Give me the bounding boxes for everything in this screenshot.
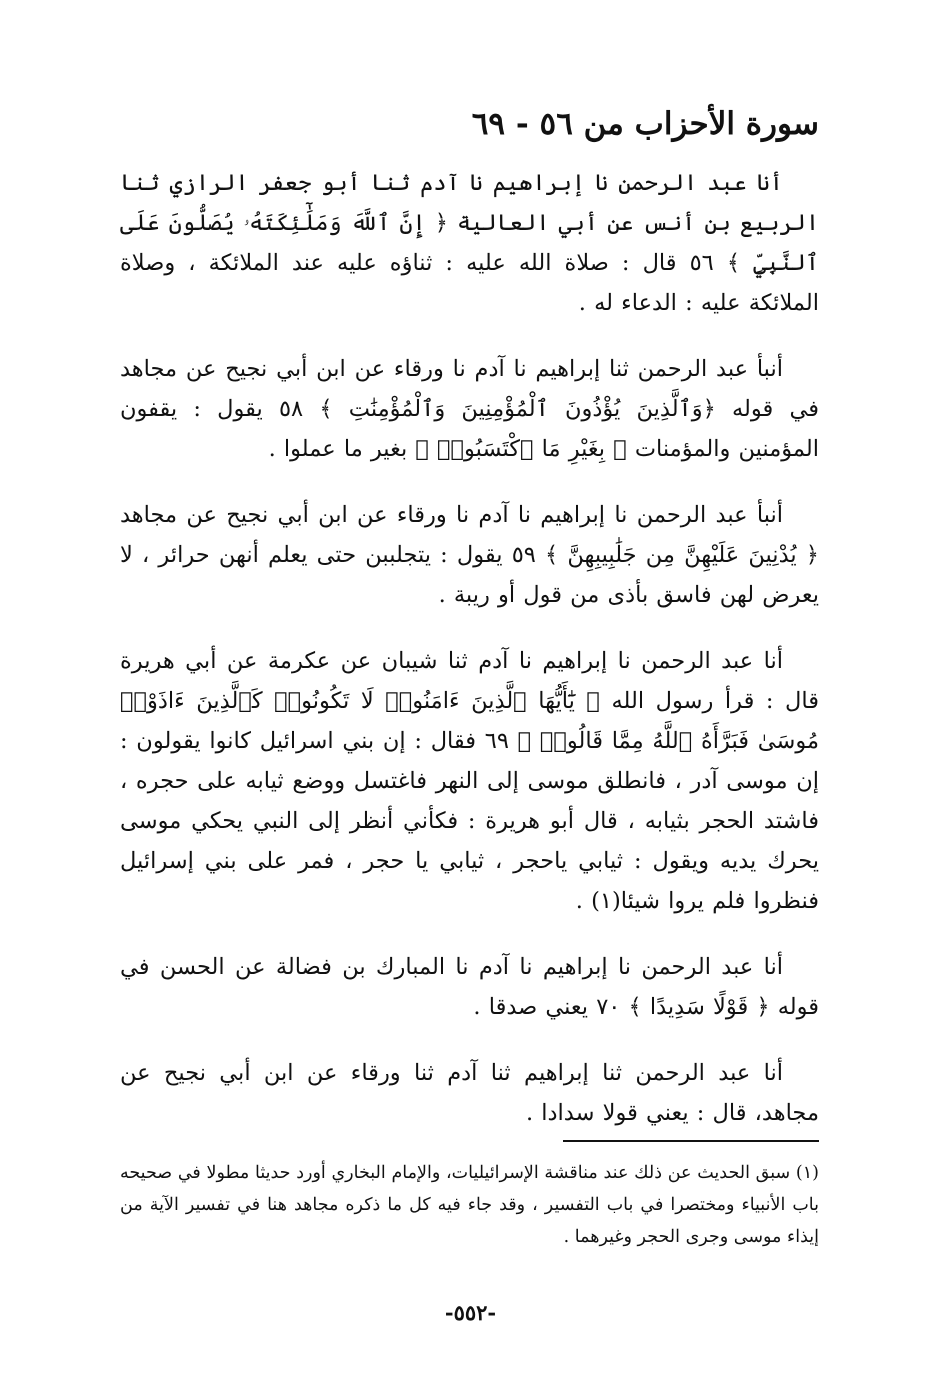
footnotes — [120, 1157, 819, 1253]
paragraph-3: أنبأ عبد الرحمن نا إبراهيم نا آدم نا ورقاء عن ابن أبي نجيح عن مجاهد ﴿ يُدْنِينَ عَلَيْهِنَّ مِن جَلَٰبِيبِهِنَّ ﴾ ٥٩ يقول : يتجلببن حتى يعلم أنهن حرائر ، لا يعرض لهن فاسق بأذى من قول أو ريبة . — [120, 502, 819, 608]
page-number: -٥٥٢- — [444, 1300, 497, 1325]
paragraph-5: أنا عبد الرحمن نا إبراهيم نا آدم نا المبارك بن فضالة عن الحسن في قوله ﴿ قَوْلًا سَدِيدًا ﴾ ٧٠ يعني صدقا . — [120, 954, 819, 1020]
paragraph-6: أنا عبد الرحمن ثنا إبراهيم ثنا آدم ثنا ورقاء عن ابن أبي نجيح عن مجاهد، قال : يعني قولا سدادا . — [120, 1060, 819, 1126]
footnote-1: (١) سبق الحديث عن ذلك عند مناقشة الإسرائيليات، والإمام البخاري أورد حديثا مطولا في صحيحه باب الأنبياء ومختصرا في باب التفسير ، وقد جاء فيه كل ما ذكره مجاهد هنا في تفسير الآية من إيذاء موسى وجرى الحجر وغيرهما . — [120, 1163, 819, 1247]
paragraph-2: أنبأ عبد الرحمن ثنا إبراهيم نا آدم نا ورقاء عن ابن أبي نجيح عن مجاهد في قوله ﴿وَٱلَّذِينَ يُؤْذُونَ ٱلْمُؤْمِنِينَ وَٱلْمُؤْمِنَٰتِ ﴾ ٥٨ يقول : يقفون المؤمنين والمؤمنات ﴿ بِغَيْرِ مَا ٱكْتَسَبُوا۟ ﴾ بغير ما عملوا . — [120, 356, 819, 462]
paragraph-1: أنا عبد الرحمن نا إبراهيم نا آدم ثنا أبو جعفر الرازي ثنا الربيع بن أنس عن أبي العالية ﴿ إِنَّ ٱللَّهَ وَمَلَٰٓئِكَتَهُۥ يُصَلُّونَ عَلَى ٱلنَّبِيِّ ﴾ ٥٦ قال : صلاة الله عليه : ثناؤه عليه عند الملائكة ، وصلاة الملائكة عليه : الدعاء له . — [120, 170, 819, 316]
paragraph-4: أنا عبد الرحمن نا إبراهيم نا آدم ثنا شيبان عن عكرمة عن أبي هريرة قال : قرأ رسول الله ﴿ يَٰٓأَيُّهَا ٱلَّذِينَ ءَامَنُوا۟ لَا تَكُونُوا۟ كَٱلَّذِينَ ءَاذَوْا۟ مُوسَىٰ فَبَرَّأَهُ ٱللَّهُ مِمَّا قَالُوا۟ ﴾ ٦٩ فقال : إن بني اسرائيل كانوا يقولون : إن موسى آدر ، فانطلق موسى إلى النهر فاغتسل ووضع ثيابه على حجره ، فاشتد الحجر بثيابه ، قال أبو هريرة : فكأني أنظر إلى النبي يحكي موسى يحرك يديه ويقول : ثيابي ياحجر ، ثيابي يا حجر ، فمر على بني إسرائيل فنظروا فلم يروا شيئا(١) . — [120, 648, 820, 914]
page-title: سورة الأحزاب من ٥٦ - ٦٩ — [471, 106, 819, 142]
footnote-divider — [563, 1140, 819, 1142]
main-text — [120, 163, 819, 1159]
